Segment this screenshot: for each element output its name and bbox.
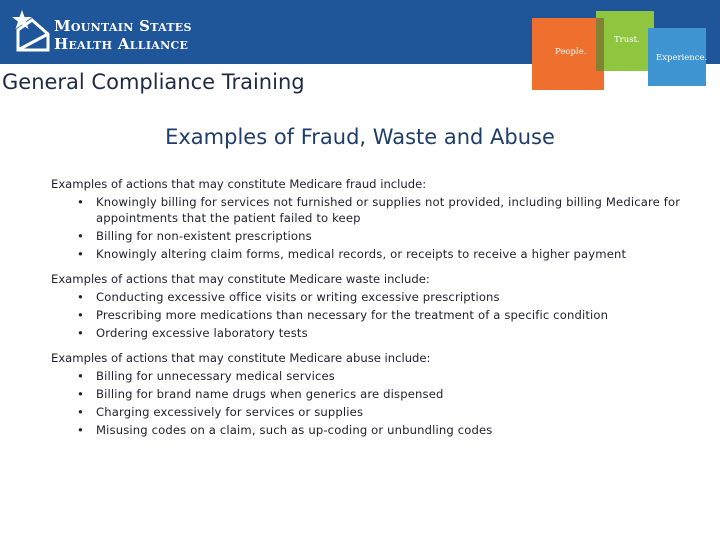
organization-logo-text — [54, 17, 192, 53]
list-item — [51, 194, 681, 226]
list-item-text: Charging excessively for services or supplies — [96, 405, 364, 419]
people-tile-label: People. — [555, 47, 587, 57]
list-item-text: Conducting excessive office visits or writing excessive prescriptions — [96, 290, 500, 304]
slide-content — [51, 176, 681, 447]
tile-shadow — [596, 18, 604, 71]
list-item — [51, 289, 681, 305]
list-item-text: Billing for non-existent prescriptions — [96, 229, 312, 243]
section-intro: Examples of actions that may constitute Medicare fraud include: — [51, 177, 427, 191]
list-item-text: Billing for brand name drugs when generics are dispensed — [96, 387, 444, 401]
star-logo-icon — [12, 8, 52, 54]
bullet-icon: • — [77, 195, 84, 209]
abuse-section — [51, 350, 681, 438]
list-item-text: Misusing codes on a claim, such as up-coding or unbundling codes — [96, 423, 493, 437]
bullet-icon: • — [77, 326, 84, 340]
list-item-text: Ordering excessive laboratory tests — [96, 326, 308, 340]
slide-title: Examples of Fraud, Waste and Abuse — [165, 125, 555, 149]
bullet-icon: • — [77, 369, 84, 383]
abuse-list — [51, 368, 681, 438]
list-item-text: Knowingly altering claim forms, medical records, or receipts to receive a higher payment — [96, 247, 627, 261]
bullet-icon: • — [77, 405, 84, 419]
course-title: General Compliance Training — [2, 70, 305, 94]
bullet-icon: • — [77, 423, 84, 437]
waste-section — [51, 271, 681, 341]
bullet-icon: • — [77, 387, 84, 401]
trust-tile-label: Trust. — [614, 35, 640, 45]
fraud-list — [51, 194, 681, 262]
logo-line-1: Mountain States — [54, 17, 192, 35]
fraud-section — [51, 176, 681, 262]
logo-line-2: Health Alliance — [54, 35, 189, 53]
section-intro: Examples of actions that may constitute Medicare abuse include: — [51, 351, 431, 365]
list-item — [51, 325, 681, 341]
list-item — [51, 404, 681, 420]
list-item — [51, 386, 681, 402]
list-item — [51, 246, 681, 262]
bullet-icon: • — [77, 290, 84, 304]
bullet-icon: • — [77, 308, 84, 322]
experience-tile-label: Experience. — [656, 53, 708, 63]
waste-list — [51, 289, 681, 341]
list-item — [51, 228, 681, 244]
list-item — [51, 307, 681, 323]
list-item — [51, 368, 681, 384]
section-intro: Examples of actions that may constitute Medicare waste include: — [51, 272, 430, 286]
list-item-text: Prescribing more medications than necessary for the treatment of a specific condition — [96, 308, 609, 322]
list-item — [51, 422, 681, 438]
bullet-icon: • — [77, 229, 84, 243]
list-item-text: Knowingly billing for services not furnished or supplies not provided, including billing Medicare for appointments that the patient failed to keep — [96, 195, 681, 225]
bullet-icon: • — [77, 247, 84, 261]
list-item-text: Billing for unnecessary medical services — [96, 369, 336, 383]
